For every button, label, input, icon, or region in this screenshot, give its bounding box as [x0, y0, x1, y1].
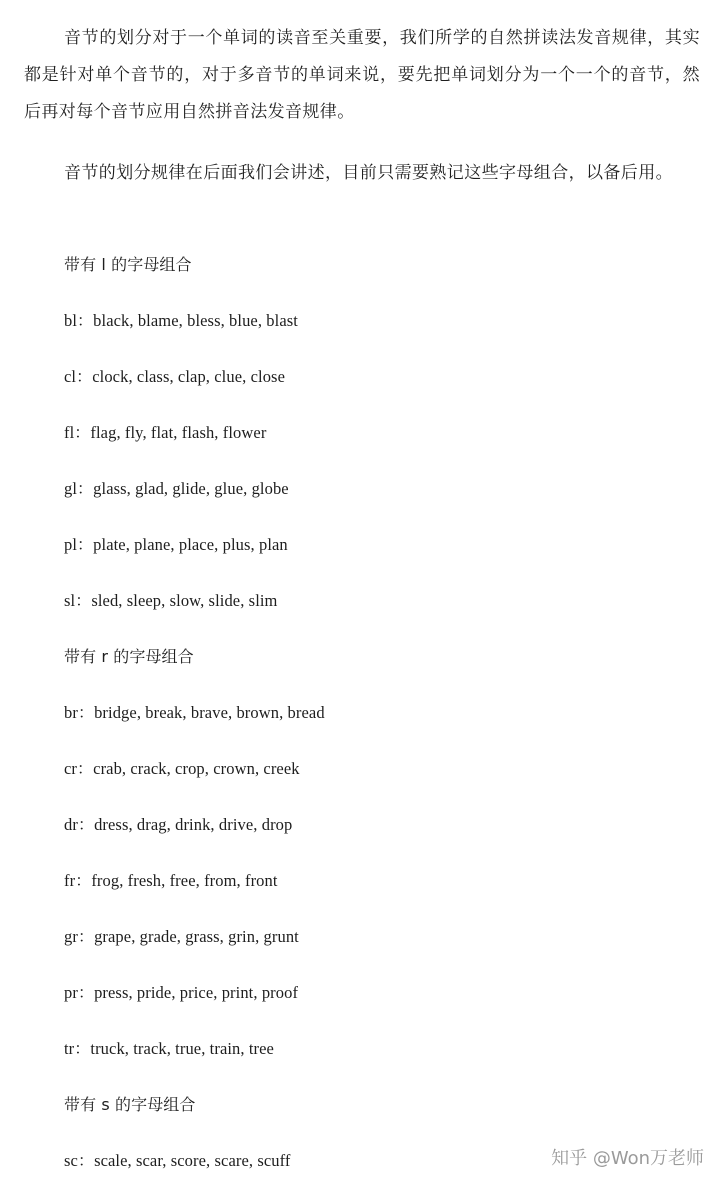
section-heading-r: 带有 r 的字母组合 [64, 647, 194, 666]
section-heading-l: 带有 l 的字母组合 [64, 255, 192, 274]
list-item: gr：grape, grade, grass, grin, grunt [64, 927, 299, 946]
list-item: sl：sled, sleep, slow, slide, slim [64, 591, 278, 610]
list-item: br：bridge, break, brave, brown, bread [64, 703, 325, 722]
intro-paragraph-1: 音节的划分对于一个单词的读音至关重要，我们所学的自然拼读法发音规律，其实都是针对单个音节的，对于多音节的单词来说，要先把单词划分为一个一个的音节，然后再对每个音节应用自然拼音法发音规律。 [24, 28, 700, 122]
list-item: tr：truck, track, true, train, tree [64, 1039, 274, 1058]
list-item: pr：press, pride, price, print, proof [64, 983, 299, 1002]
intro-paragraph-2: 音节的划分规律在后面我们会讲述，目前只需要熟记这些字母组合，以备后用。 [64, 163, 673, 183]
list-item: dr：dress, drag, drink, drive, drop [64, 815, 293, 834]
list-item: fl：flag, fly, flat, flash, flower [64, 423, 267, 442]
list-item: fr：frog, fresh, free, from, front [64, 871, 278, 890]
list-item: gl：glass, glad, glide, glue, globe [64, 479, 289, 498]
list-item: bl：black, blame, bless, blue, blast [64, 311, 298, 330]
list-item: cr：crab, crack, crop, crown, creek [64, 759, 300, 778]
list-item: sc：scale, scar, score, scare, scuff [64, 1151, 291, 1170]
list-item: cl：clock, class, clap, clue, close [64, 367, 285, 386]
list-item: pl：plate, plane, place, plus, plan [64, 535, 288, 554]
watermark: 知乎 @Won万老师 [551, 1148, 704, 1169]
section-heading-s: 带有 s 的字母组合 [64, 1095, 196, 1114]
